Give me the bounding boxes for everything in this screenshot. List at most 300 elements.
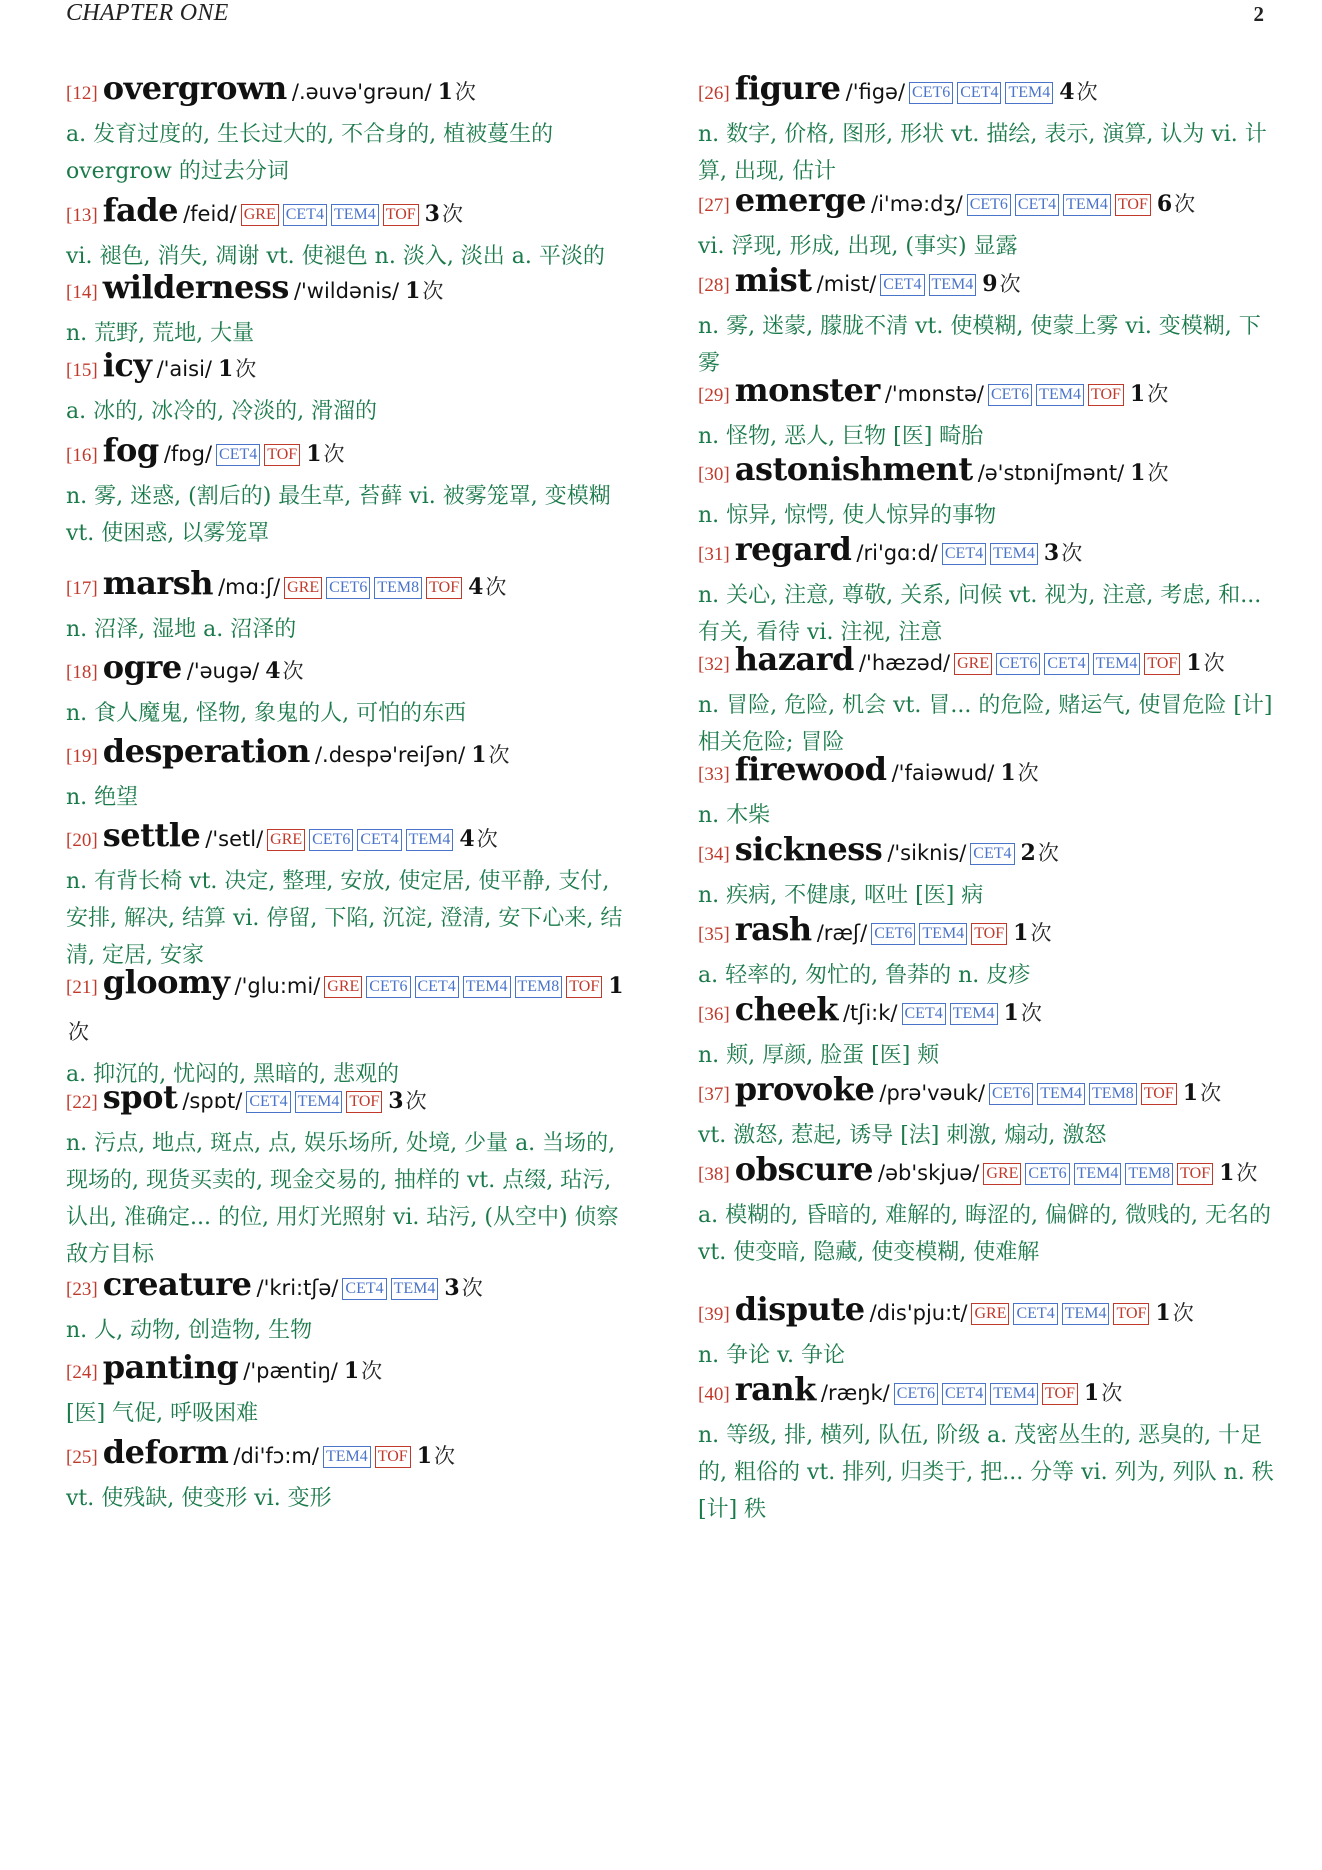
entry-number: [18] [66,662,98,683]
count-suffix: 次 [441,202,463,226]
occurrence-count: 1 [1013,920,1029,946]
exam-tag-badge: TOF [264,444,300,466]
definition: n. 荒野, 荒地, 大量 [66,321,255,346]
exam-tag-badge: CET6 [326,577,370,599]
vocab-entry [66,960,636,1093]
exam-tag-badge: GRE [324,976,362,998]
entry-number: [19] [66,746,98,767]
entry-headline [698,637,1278,687]
occurrence-count: 3 [424,201,440,227]
definition: n. 雾, 迷惑, (割后的) 最生草, 苔藓 vi. 被雾笼罩, 变模糊 vt. 使困惑, 以雾笼罩 [66,484,611,546]
entry-number: [20] [66,830,98,851]
count-suffix: 次 [476,827,498,851]
entry-number: [36] [698,1004,730,1025]
exam-tag-badge: CET6 [996,653,1040,675]
exam-tag-badge: TEM4 [406,829,454,851]
count-suffix: 次 [235,357,257,381]
entry-headline [66,813,636,863]
definition: n. 有背长椅 vt. 决定, 整理, 安放, 使定居, 使平静, 支付, 安排, 解决, 结算 vi. 停留, 下陷, 沉淀, 澄清, 安下心来, 结清, 定居, 安家 [66,869,623,968]
definition: a. 发育过度的, 生长过大的, 不合身的, 植被蔓生的 overgrow 的过去分词 [66,122,554,184]
definition: a. 冰的, 冰冷的, 冷淡的, 滑溜的 [66,399,378,424]
definition: n. 人, 动物, 创造物, 生物 [66,1318,313,1343]
count-suffix: 次 [422,279,444,303]
occurrence-count: 1 [1186,650,1202,676]
occurrence-count: 4 [459,826,475,852]
vocab-entry [698,178,1278,265]
headword: panting [102,1348,239,1386]
vocab-entry [698,447,1278,534]
phonetic: /'hæzəd/ [858,651,951,675]
exam-tag-badge: TOF [1113,1303,1149,1325]
entry-headline [698,447,1278,497]
count-suffix: 次 [1147,382,1169,406]
exam-tag-badge: CET4 [357,829,401,851]
headword: emerge [734,181,866,219]
phonetic: /'kri:tʃə/ [256,1276,339,1300]
entry-headline [66,561,636,611]
entry-headline [698,66,1278,116]
definition: n. 数字, 价格, 图形, 形状 vt. 描绘, 表示, 演算, 认为 vi. 计算, 出现, 估计 [698,122,1267,184]
exam-tag-badge: TEM4 [463,976,511,998]
vocab-entry [66,729,636,816]
phonetic: /'mɒnstə/ [884,382,984,406]
exam-tag-badge: CET6 [1025,1163,1069,1185]
entry-headline [66,343,636,393]
entry-number: [26] [698,83,730,104]
count-suffix: 次 [1174,192,1196,216]
entry-number: [30] [698,464,730,485]
exam-tag-badge: TOF [1141,1083,1177,1105]
exam-tag-badge: CET4 [970,843,1014,865]
entry-headline [698,178,1278,228]
definition: n. 疾病, 不健康, 呕吐 [医] 病 [698,883,984,908]
exam-tag-badge: TEM4 [1005,82,1053,104]
count-suffix: 次 [1037,841,1059,865]
count-suffix: 次 [323,442,345,466]
entry-number: [25] [66,1447,98,1468]
exam-tag-badge: GRE [954,653,992,675]
entry-headline [698,1067,1278,1117]
headword: cheek [734,990,838,1028]
headword: wilderness [102,268,289,306]
entry-number: [33] [698,764,730,785]
phonetic: /mɑ:ʃ/ [218,575,281,599]
exam-tag-badge: CET4 [1013,1303,1057,1325]
phonetic: /ræŋk/ [820,1381,890,1405]
phonetic: /'wildənis/ [293,279,400,303]
phonetic: /tʃi:k/ [842,1001,898,1025]
count-suffix: 次 [1147,461,1169,485]
count-suffix: 次 [1101,1381,1123,1405]
exam-tag-badge: TOF [426,577,462,599]
count-suffix: 次 [1061,541,1083,565]
phonetic: /'əugə/ [186,659,260,683]
definition: vi. 浮现, 形成, 出现, (事实) 显露 [698,234,1018,259]
headword: deform [102,1433,229,1471]
phonetic: /ri'gɑ:d/ [856,541,938,565]
entry-number: [32] [698,654,730,675]
vocab-entry [698,987,1278,1074]
entry-headline [698,368,1278,418]
vocab-entry [66,1262,636,1349]
entry-headline [66,1345,636,1395]
entry-headline [66,645,636,695]
exam-tag-badge: GRE [971,1303,1009,1325]
occurrence-count: 1 [343,1358,360,1384]
count-suffix: 次 [282,659,304,683]
entry-number: [17] [66,578,98,599]
exam-tag-badge: TEM4 [1036,384,1084,406]
exam-tag-badge: CET4 [1044,653,1088,675]
exam-tag-badge: CET4 [942,1383,986,1405]
exam-tag-badge: TEM4 [1063,194,1111,216]
exam-tag-badge: TEM8 [1125,1163,1173,1185]
entry-headline [66,428,636,478]
phonetic: /feid/ [183,202,237,226]
occurrence-count: 1 [1129,381,1146,407]
occurrence-count: 1 [1155,1300,1171,1326]
exam-tag-badge: TOF [566,976,602,998]
entry-number: [37] [698,1084,730,1105]
headword: gloomy [102,963,230,1001]
definition: n. 冒险, 危险, 机会 vt. 冒... 的危险, 赌运气, 使冒危险 [计] 相关危险; 冒险 [698,693,1273,755]
entry-number: [15] [66,360,98,381]
exam-tag-badge: TEM4 [1037,1083,1085,1105]
vocab-entry [698,827,1278,914]
exam-tag-badge: CET6 [909,82,953,104]
count-suffix: 次 [1236,1161,1258,1185]
entry-number: [13] [66,205,98,226]
entry-number: [27] [698,195,730,216]
exam-tag-badge: TEM4 [391,1278,439,1300]
exam-tag-badge: GRE [267,829,305,851]
definition: vt. 激怒, 惹起, 诱导 [法] 刺激, 煽动, 激怒 [698,1123,1107,1148]
entry-number: [35] [698,924,730,945]
headword: firewood [734,750,887,788]
occurrence-count: 4 [468,574,484,600]
occurrence-count: 6 [1156,191,1173,217]
definition: n. 等级, 排, 横列, 队伍, 阶级 a. 茂密丛生的, 恶臭的, 十足的, 粗俗的 vt. 排列, 归类于, 把... 分等 vi. 列为, 列队 n. 秩 [计] 秩 [698,1423,1274,1522]
entry-headline [66,1262,636,1312]
vocab-entry [66,1430,636,1517]
phonetic: /di'fɔ:m/ [233,1444,319,1468]
exam-tag-badge: GRE [284,577,322,599]
exam-tag-badge: CET6 [967,194,1011,216]
entry-number: [29] [698,385,730,406]
headword: spot [102,1078,178,1116]
occurrence-count: 3 [388,1088,404,1114]
phonetic: /spɒt/ [182,1089,243,1113]
entry-number: [14] [66,282,98,303]
vocab-entry [698,1287,1278,1374]
exam-tag-badge: TOF [346,1091,382,1113]
exam-tag-badge: CET4 [283,204,327,226]
count-suffix: 次 [1030,921,1052,945]
exam-tag-badge: TEM4 [950,1003,998,1025]
phonetic: /'siknis/ [887,841,967,865]
exam-tag-badge: GRE [241,204,279,226]
definition: a. 抑沉的, 忧闷的, 黑暗的, 悲观的 [66,1062,400,1087]
phonetic: /mist/ [816,272,877,296]
entry-headline [66,265,636,315]
exam-tag-badge: CET6 [989,1083,1033,1105]
definition: n. 惊异, 惊愕, 使人惊异的事物 [698,503,997,528]
headword: icy [102,346,152,384]
vocab-entry [698,368,1278,455]
entry-number: [24] [66,1362,98,1383]
entry-number: [31] [698,544,730,565]
entry-number: [40] [698,1384,730,1405]
exam-tag-badge: CET4 [342,1278,386,1300]
definition: n. 怪物, 恶人, 巨物 [医] 畸胎 [698,424,984,449]
definition: n. 关心, 注意, 尊敬, 关系, 问候 vt. 视为, 注意, 考虑, 和... 有关, 看待 vi. 注视, 注意 [698,583,1262,645]
count-suffix: 次 [405,1089,427,1113]
exam-tag-badge: CET4 [415,976,459,998]
count-suffix: 次 [454,80,476,104]
entry-headline [698,747,1278,797]
occurrence-count: 3 [1043,540,1060,566]
entry-headline [66,1075,636,1125]
count-suffix: 次 [68,1020,89,1044]
vocab-entry [698,1367,1278,1528]
exam-tag-badge: TOF [375,1446,411,1468]
exam-tag-badge: TOF [1177,1163,1213,1185]
count-suffix: 次 [361,1359,383,1383]
entry-headline [698,258,1278,308]
headword: hazard [734,640,854,678]
exam-tag-badge: CET6 [309,829,353,851]
exam-tag-badge: TEM4 [295,1091,343,1113]
exam-tag-badge: CET6 [871,923,915,945]
headword: sickness [734,830,883,868]
definition: n. 污点, 地点, 斑点, 点, 娱乐场所, 处境, 少量 a. 当场的, 现场的, 现货买卖的, 现金交易的, 抽样的 vt. 点缀, 玷污, 认出, 准确定... 的位, 用灯光照射 vi. 玷污, (从空中) 侦察敌方目标 [66,1131,619,1267]
exam-tag-badge: TEM4 [1093,653,1141,675]
headword: provoke [734,1070,875,1108]
exam-tag-badge: TEM4 [919,923,967,945]
entry-headline [698,987,1278,1037]
vocab-entry [66,428,636,552]
exam-tag-badge: CET6 [988,384,1032,406]
exam-tag-badge: CET4 [880,274,924,296]
page-number: 2 [1253,2,1264,26]
headword: regard [734,530,852,568]
exam-tag-badge: CET4 [942,543,986,565]
vocab-entry [698,1067,1278,1154]
count-suffix: 次 [461,1276,483,1300]
headword: overgrown [102,69,287,107]
phonetic: /ræʃ/ [816,921,868,945]
vocab-entry [698,907,1278,994]
headword: fog [102,431,159,469]
exam-tag-badge: TEM4 [929,274,977,296]
definition: n. 雾, 迷蒙, 朦胧不清 vt. 使模糊, 使蒙上雾 vi. 变模糊, 下雾 [698,314,1261,376]
count-suffix: 次 [999,272,1021,296]
entry-headline [66,66,636,116]
vocab-entry [66,645,636,732]
vocab-entry [698,1147,1278,1271]
definition: vi. 褪色, 消失, 凋谢 vt. 使褪色 n. 淡入, 淡出 a. 平淡的 [66,244,605,269]
occurrence-count: 4 [1059,79,1075,105]
headword: desperation [102,732,310,770]
exam-tag-badge: TEM8 [1089,1083,1137,1105]
occurrence-count: 1 [1182,1080,1199,1106]
occurrence-count: 1 [1130,460,1146,486]
entry-headline [698,1287,1278,1337]
occurrence-count: 3 [444,1275,460,1301]
exam-tag-badge: TEM4 [1074,1163,1122,1185]
entry-headline [698,827,1278,877]
exam-tag-badge: TOF [383,204,419,226]
exam-tag-badge: TEM4 [1062,1303,1110,1325]
phonetic: /'glu:mi/ [234,974,321,998]
headword: creature [102,1265,252,1303]
exam-tag-badge: TEM8 [515,976,563,998]
entry-number: [12] [66,83,98,104]
exam-tag-badge: TEM8 [374,577,422,599]
occurrence-count: 1 [405,278,421,304]
definition: a. 模糊的, 昏暗的, 难解的, 晦涩的, 偏僻的, 微贱的, 无名的 vt. 使变暗, 隐藏, 使变模糊, 使难解 [698,1203,1272,1265]
entry-headline [66,729,636,779]
headword: monster [734,371,880,409]
entry-number: [21] [66,977,98,998]
occurrence-count: 1 [306,441,322,467]
page-header [0,0,1322,40]
headword: ogre [102,648,182,686]
occurrence-count: 1 [471,742,487,768]
exam-tag-badge: TEM4 [331,204,379,226]
definition: n. 颊, 厚颜, 脸蛋 [医] 颊 [698,1043,940,1068]
occurrence-count: 1 [1083,1380,1100,1406]
phonetic: /ə'stɒniʃmənt/ [977,461,1125,485]
headword: rank [734,1370,816,1408]
headword: marsh [102,564,213,602]
vocab-entry [66,265,636,352]
entry-number: [34] [698,844,730,865]
count-suffix: 次 [1017,761,1039,785]
chapter-title: CHAPTER ONE [66,0,229,26]
headword: mist [734,261,812,299]
exam-tag-badge: TOF [1088,384,1124,406]
exam-tag-badge: CET4 [1015,194,1059,216]
count-suffix: 次 [488,743,510,767]
occurrence-count: 9 [982,271,998,297]
occurrence-count: 4 [265,658,281,684]
exam-tag-badge: CET4 [246,1091,290,1113]
occurrence-count: 1 [608,973,624,999]
count-suffix: 次 [1076,80,1098,104]
definition: n. 争论 v. 争论 [698,1343,845,1368]
vocab-entry [66,188,636,275]
occurrence-count: 2 [1020,840,1036,866]
definition: n. 食人魔鬼, 怪物, 象鬼的人, 可怕的东西 [66,701,467,726]
vocab-entry [698,527,1278,651]
definition: n. 绝望 [66,785,139,810]
vocab-entry [66,66,636,190]
headword: figure [734,69,841,107]
exam-tag-badge: CET6 [894,1383,938,1405]
occurrence-count: 1 [437,79,453,105]
entry-headline [698,527,1278,577]
entry-headline [66,960,636,1056]
definition: [医] 气促, 呼吸困难 [66,1401,259,1426]
entry-headline [66,188,636,238]
phonetic: /.despə'reiʃən/ [314,743,466,767]
vocab-entry [66,561,636,648]
phonetic: /əb'skjuə/ [878,1161,980,1185]
headword: settle [102,816,201,854]
headword: obscure [734,1150,873,1188]
exam-tag-badge: CET4 [216,444,260,466]
exam-tag-badge: CET4 [902,1003,946,1025]
definition: a. 轻率的, 匆忙的, 鲁莽的 n. 皮疹 [698,963,1031,988]
vocab-entry [698,258,1278,382]
headword: rash [734,910,812,948]
occurrence-count: 1 [1000,760,1016,786]
count-suffix: 次 [1172,1301,1194,1325]
phonetic: /'aisi/ [156,357,212,381]
entry-headline [698,1147,1278,1197]
exam-tag-badge: GRE [983,1163,1021,1185]
definition: n. 木柴 [698,803,771,828]
count-suffix: 次 [1200,1081,1222,1105]
phonetic: /'pæntiŋ/ [243,1359,338,1383]
count-suffix: 次 [485,575,507,599]
exam-tag-badge: CET4 [957,82,1001,104]
count-suffix: 次 [1020,1001,1042,1025]
count-suffix: 次 [434,1444,455,1468]
entry-number: [39] [698,1304,730,1325]
vocab-entry [698,637,1278,761]
count-suffix: 次 [1203,651,1225,675]
entry-number: [38] [698,1164,730,1185]
exam-tag-badge: TEM4 [323,1446,371,1468]
phonetic: /.əuvə'grəun/ [291,80,432,104]
entry-headline [66,1430,636,1480]
headword: astonishment [734,450,973,488]
exam-tag-badge: TOF [1115,194,1151,216]
phonetic: /'figə/ [845,80,906,104]
headword: fade [102,191,178,229]
definition: vt. 使残缺, 使变形 vi. 变形 [66,1486,332,1511]
exam-tag-badge: CET6 [366,976,410,998]
phonetic: /'faiəwud/ [891,761,995,785]
phonetic: /prə'vəuk/ [879,1081,986,1105]
phonetic: /dis'pju:t/ [869,1301,968,1325]
occurrence-count: 1 [416,1443,432,1469]
vocab-entry [66,813,636,974]
exam-tag-badge: TOF [1144,653,1180,675]
entry-headline [698,1367,1278,1417]
vocab-entry [66,1345,636,1432]
phonetic: /'setl/ [205,827,264,851]
entry-number: [23] [66,1279,98,1300]
phonetic: /fɒg/ [163,442,213,466]
exam-tag-badge: TOF [1042,1383,1078,1405]
entry-headline [698,907,1278,957]
phonetic: /i'mə:dʒ/ [871,192,963,216]
vocab-entry [698,66,1278,190]
headword: dispute [734,1290,865,1328]
vocab-entry [66,343,636,430]
occurrence-count: 1 [217,356,234,382]
entry-number: [28] [698,275,730,296]
vocab-entry [698,747,1278,834]
entry-number: [22] [66,1092,98,1113]
occurrence-count: 1 [1003,1000,1019,1026]
entry-number: [16] [66,445,98,466]
exam-tag-badge: TEM4 [990,543,1038,565]
exam-tag-badge: TEM4 [990,1383,1038,1405]
